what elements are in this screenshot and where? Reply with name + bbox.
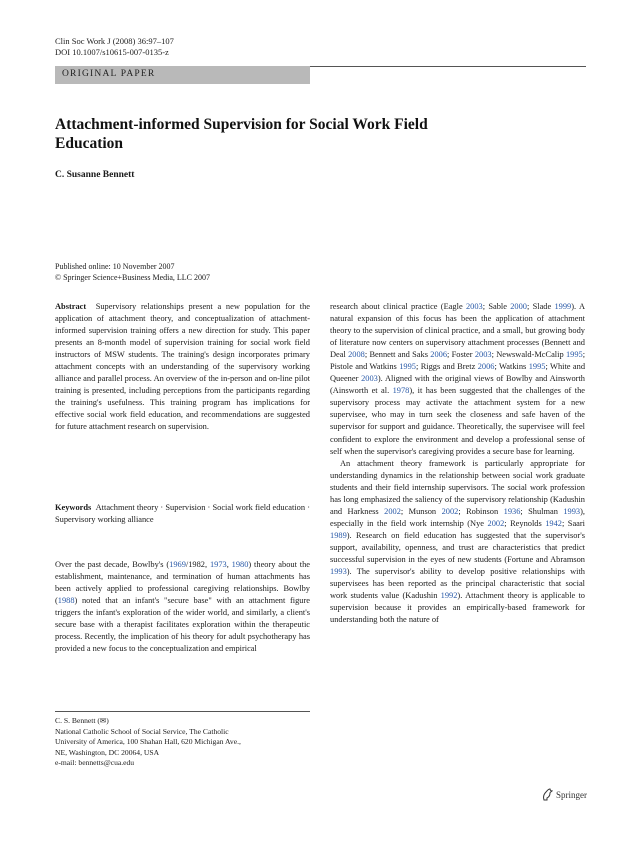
- body-text: research about clinical practice (Eagle: [330, 302, 466, 311]
- body-text: ; Newswald-McCalip: [491, 350, 566, 360]
- citation-link[interactable]: 2003: [361, 374, 378, 384]
- abstract-text: Supervisory relationships present a new population for the application of attachment theory, and conceptualization of attachment-informed supervision training offers a new direction for study. This paper presents an 8-month model of supervision training for social work field instructors of MSW students. The training's design incorporates primary attachment concepts with an understanding of the supervisory working alliance and parallel process. An overview of the in-person and on-line pilot training is presented, including perceptions from the participants regarding the training's usefulness. This training program has implications for effective social work field education, and recommendations are suggested for future attachment research on supervision.: [55, 302, 311, 432]
- doi: DOI 10.1007/s10615-007-0135-z: [55, 47, 169, 57]
- footnote-rule: [55, 711, 310, 712]
- body-text: ; Foster: [447, 350, 475, 360]
- section-banner: [55, 66, 310, 84]
- body-text: ; Sable: [482, 302, 511, 311]
- header-rule: [310, 66, 586, 67]
- intro-text: /1982,: [185, 560, 210, 569]
- paper-title: [55, 115, 525, 153]
- body-paragraph: [330, 458, 585, 627]
- body-text: ; Shulman: [520, 506, 564, 516]
- keywords: [55, 502, 310, 526]
- keywords-text: Attachment theory · Supervision · Social work field education · Supervisory working alliance: [55, 503, 310, 525]
- body-text: ; Watkins: [494, 362, 529, 372]
- copyright: © Springer Science+Business Media, LLC 2007: [55, 272, 211, 282]
- citation-link[interactable]: 2000: [510, 302, 527, 311]
- citation-link[interactable]: 1980: [231, 560, 249, 569]
- body-text: ), especially in the field work internship (Nye: [330, 506, 585, 528]
- citation-link[interactable]: 2006: [477, 362, 495, 372]
- journal-citation: Clin Soc Work J (2008) 36:97–107: [55, 36, 174, 46]
- body-text: ). Aligned with the original views of Bowlby and Ainsworth (Ainsworth et al.: [330, 374, 585, 396]
- citation-link[interactable]: 1988: [57, 596, 75, 606]
- intro-text: ,: [226, 560, 232, 569]
- citation-link[interactable]: 1992: [440, 591, 458, 601]
- body-text: ; Robinson: [458, 506, 504, 516]
- keywords-label: Keywords: [55, 503, 92, 512]
- abstract-label: Abstract: [55, 302, 87, 311]
- citation-link[interactable]: 1936: [503, 506, 521, 516]
- publisher-logo: [541, 788, 587, 801]
- citation-link[interactable]: 1995: [528, 362, 546, 372]
- body-text: ; Bennett and Saks: [364, 350, 431, 360]
- citation-link[interactable]: 2008: [348, 350, 365, 360]
- author-name: C. Susanne Bennett: [55, 170, 135, 180]
- section-label: ORIGINAL PAPER: [62, 69, 156, 79]
- citation-link[interactable]: 2002: [441, 506, 459, 516]
- title-line-1: Attachment-informed Supervision for Social Work Field: [55, 116, 428, 133]
- citation-link[interactable]: 2006: [430, 350, 448, 360]
- body-text: ; Pistole and Watkins: [330, 350, 586, 372]
- citation-link[interactable]: 2002: [487, 518, 505, 528]
- journal-reference: [55, 36, 174, 58]
- body-text: ; Riggs and Bretz: [415, 362, 478, 372]
- intro-text: Over the past decade, Bowlby's (: [55, 560, 170, 569]
- body-text: ). Attachment theory is applicable to supervision because it provides an empirically-based framework for understanding both the nature of: [330, 591, 585, 625]
- citation-link[interactable]: 2003: [465, 302, 483, 311]
- affiliation-name: C. S. Bennett (✉): [55, 716, 109, 725]
- citation-link[interactable]: 1993: [330, 567, 347, 577]
- citation-link[interactable]: 1978: [392, 386, 410, 396]
- citation-link[interactable]: 1973: [209, 560, 227, 569]
- body-text: ; Saari: [561, 518, 585, 528]
- title-line-2: Education: [55, 135, 124, 152]
- body-text: ; Slade: [526, 302, 555, 311]
- publisher-name: Springer: [556, 789, 587, 800]
- publication-info: [55, 262, 210, 283]
- citation-link[interactable]: 2003: [474, 350, 492, 360]
- citation-link[interactable]: 1989: [330, 530, 347, 540]
- affiliation-line: National Catholic School of Social Service, The Catholic: [55, 726, 229, 736]
- body-text: ; White and Queener: [330, 362, 586, 384]
- body-text: ). A natural expansion of this focus has been the application of attachment theory to the supervision of clinical practice, and a small, but growing body of literature now centers on supervisory attachment processes (Bennett and Deal: [330, 302, 585, 360]
- body-text: ; Reynolds: [504, 518, 546, 528]
- right-column: [330, 301, 585, 626]
- affiliation-line: University of America, 100 Shahan Hall, 620 Michigan Ave.,: [55, 737, 241, 747]
- body-text: ). The supervisor's ability to develop positive relationships with supervisees has been reported as the principal characteristic that social work students value (Kadushin: [330, 567, 585, 601]
- body-text: ), it has been suggested that the challenges of the supervisory process may activate the attachment system for a new supervisee, who may in turn seek the closeness and safe haven of the supervisor for support and guidance. Theoretically, the supervisee will feel confident to explore the environment and develop a professional sense of self when the supervisor's caregiving provides a secure base for learning.: [330, 386, 585, 456]
- body-paragraph: [330, 301, 585, 458]
- citation-link[interactable]: 1999: [554, 302, 572, 311]
- citation-link[interactable]: 1942: [545, 518, 562, 528]
- body-text: An attachment theory framework is particularly appropriate for understanding dynamics in the relationship between social work graduate students and their field internship supervisors. The social work profession has long emphasized the saliency of the supervisory relationship (Kadushin and Harkness: [330, 458, 585, 516]
- intro-text: ) noted that an infant's "secure base" with an attachment figure triggers the infant's exploration of the wider world, and similarly, a client's secure base with a therapist facilitates exploration within the therapeutic process. Recently, the implication of his theory for adult psychotherapy has provided a new focus to the conceptualization and empirical: [55, 596, 310, 654]
- citation-link[interactable]: 1995: [399, 362, 416, 372]
- citation-link[interactable]: 1995: [565, 350, 583, 360]
- introduction-paragraph: [55, 559, 310, 655]
- intro-text: ) theory about the establishment, maintenance, and termination of human attachments has been actively applied to professional caregiving relationships. Bowlby (: [55, 560, 310, 606]
- author-email[interactable]: e-mail: bennetts@cua.edu: [55, 758, 135, 768]
- published-date: Published online: 10 November 2007: [55, 262, 175, 271]
- citation-link[interactable]: 2002: [384, 506, 401, 516]
- body-text: ; Munson: [400, 506, 442, 516]
- author-affiliation: [55, 716, 310, 769]
- springer-horse-icon: [541, 788, 553, 801]
- body-text: ). Research on field education has suggested that the supervisor's support, availability, openness, and trust are characteristics that predict successful supervision in the eyes of new students (Fortune and Abramson: [330, 530, 585, 564]
- citation-link[interactable]: 1993: [563, 506, 581, 516]
- citation-link[interactable]: 1969: [169, 560, 186, 569]
- abstract: [55, 301, 310, 434]
- affiliation-line: NE, Washington, DC 20064, USA: [55, 747, 160, 757]
